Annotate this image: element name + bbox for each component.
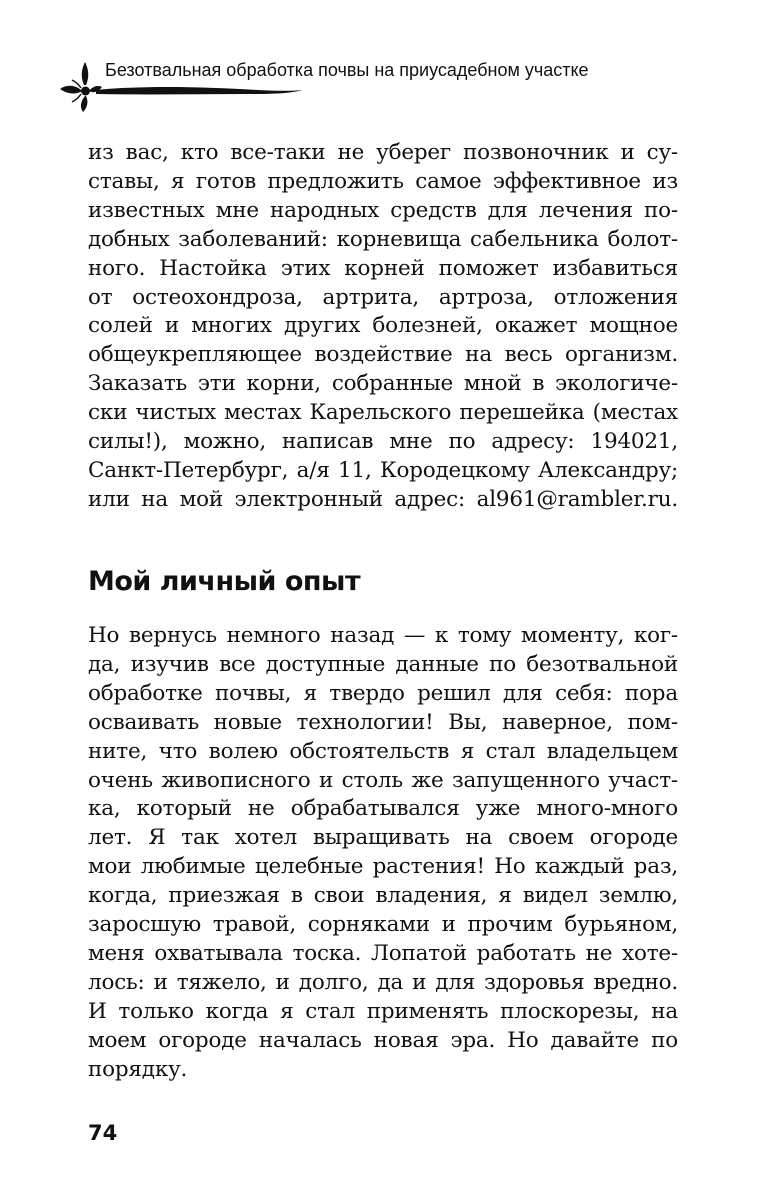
text-line: меня охватывала тоска. Лопатой работать не хоте-	[88, 940, 678, 966]
text-line: очень живописного и столь же запущенного участ-	[88, 767, 678, 793]
page-number: 74	[88, 1121, 118, 1145]
text-line: от остеохондроза, артрита, артроза, отложения	[88, 284, 678, 310]
paragraph-2	[88, 622, 678, 1085]
text-line: ного. Настойка этих корней поможет избавиться	[88, 255, 678, 281]
text-line: силы!), можно, написав мне по адресу: 194021,	[88, 429, 678, 455]
text-line: заросшую травой, сорняками и прочим бурьяном,	[88, 912, 678, 938]
text-line: мои любимые целебные растения! Но каждый раз,	[88, 854, 678, 880]
text-line: обработке почвы, я твердо решил для себя: пора	[88, 680, 678, 706]
text-line: Санкт-Петербург, а/я 11, Кородецкому Александру;	[88, 457, 678, 483]
section-heading: Мой личный опыт	[88, 566, 361, 597]
running-header	[58, 40, 698, 112]
text-line: И только когда я стал применять плоскорезы, на	[88, 998, 678, 1024]
text-line: осваивать новые технологии! Вы, наверное, пом-	[88, 709, 678, 735]
text-line: Но вернусь немного назад — к тому моменту, ког-	[88, 623, 678, 648]
text-line: Заказать эти корни, собранные мной в экологиче-	[88, 371, 678, 397]
text-line: моем огороде началась новая эра. Но давайте по	[88, 1027, 678, 1053]
text-line: солей и многих других болезней, окажет мощное	[88, 313, 678, 339]
text-line: да, изучив все доступные данные по безотвальной	[88, 651, 678, 677]
text-line: из вас, кто все-таки не уберег позвоночник и су-	[88, 140, 678, 165]
header-title: Безотвальная обработка почвы на приусадебном участке	[105, 60, 589, 80]
text-line: лет. Я так хотел выращивать на своем огороде	[88, 825, 678, 851]
text-line: или на мой электронный адрес: al961@rambler.ru.	[88, 486, 678, 512]
text-line: ски чистых местах Карельского перешейка (местах	[88, 400, 678, 426]
text-line: ка, который не обрабатывался уже много-много	[88, 796, 678, 822]
text-line: лось: и тяжело, и долго, да и для здоровья вредно.	[88, 969, 678, 995]
text-line: общеукрепляющее воздействие на весь организм.	[88, 342, 678, 368]
paragraph-1	[88, 139, 678, 515]
text-line: добных заболеваний: корневища сабельника болот-	[88, 226, 678, 252]
text-line: ните, что волею обстоятельств я стал владельцем	[88, 738, 678, 764]
text-line: известных мне народных средств для лечения по-	[88, 197, 678, 223]
text-line: ставы, я готов предложить самое эффективное из	[88, 168, 678, 194]
text-line: когда, приезжая в свои владения, я видел землю,	[88, 883, 678, 909]
text-line: порядку.	[88, 1056, 188, 1082]
